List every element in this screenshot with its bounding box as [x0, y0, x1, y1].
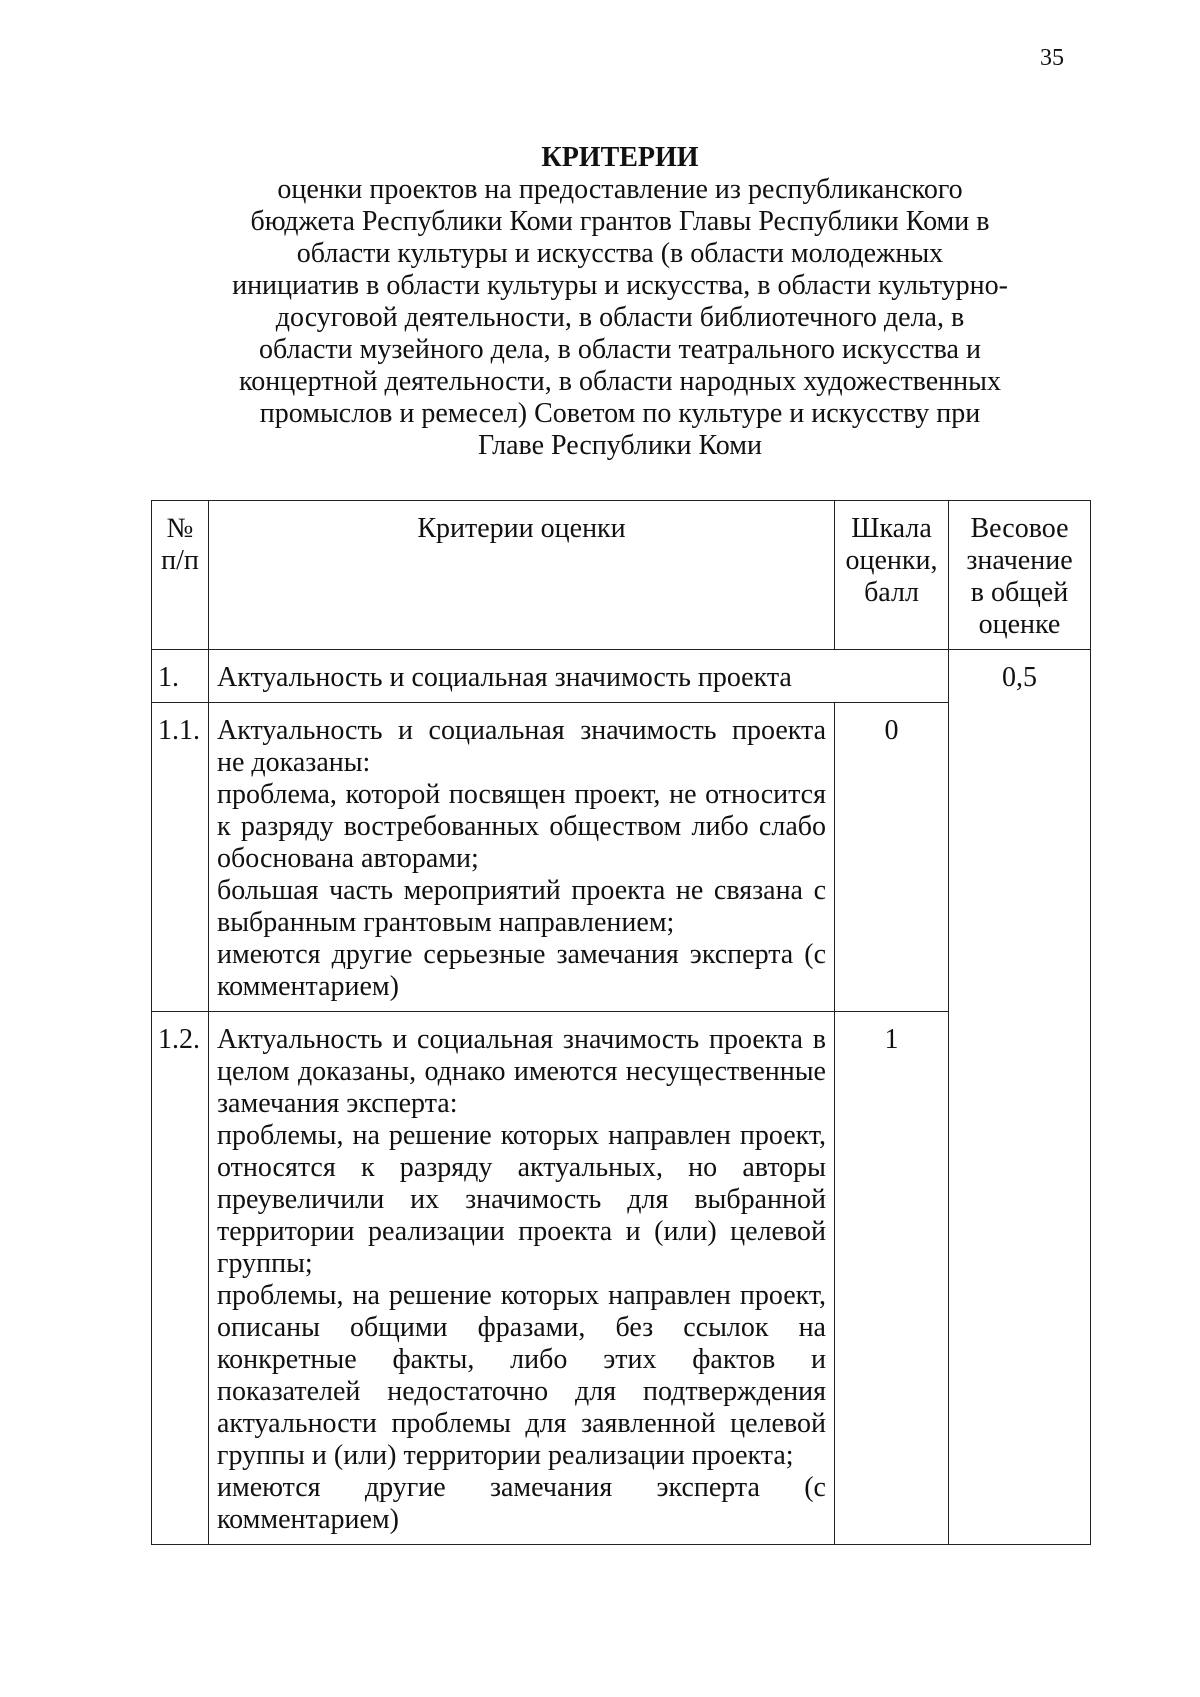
criteria-paragraph: имеются другие замечания эксперта (с комментарием) [217, 1472, 826, 1535]
header-criteria: Критерии оценки [209, 501, 835, 650]
section-row [152, 650, 1091, 703]
section-weight: 0,5 [949, 650, 1091, 1545]
criteria-table [151, 500, 1091, 1545]
row-num: 1.2. [152, 1012, 209, 1545]
row-criteria [209, 703, 835, 1012]
criteria-paragraph: проблемы, на решение которых направлен проект, относятся к разряду актуальных, но авторы преувеличили их значимость для выбранной территории реализации проекта и (или) целевой группы; [217, 1120, 826, 1279]
row-scale: 1 [835, 1012, 949, 1545]
criteria-paragraph: Актуальность и социальная значимость проекта не доказаны: [217, 715, 826, 778]
header-num: № п/п [152, 501, 209, 650]
section-criteria: Актуальность и социальная значимость проекта [209, 650, 949, 703]
row-criteria [209, 1012, 835, 1545]
table-header-row [152, 501, 1091, 650]
criteria-paragraph: проблема, которой посвящен проект, не относится к разряду востребованных обществом либо слабо обоснована авторами; [217, 779, 826, 874]
section-num: 1. [152, 650, 209, 703]
criteria-paragraph: имеются другие серьезные замечания эксперта (с комментарием) [217, 939, 826, 1002]
document-title [230, 142, 1010, 462]
row-scale: 0 [835, 703, 949, 1012]
criteria-paragraph: проблемы, на решение которых направлен проект, описаны общими фразами, без ссылок на конкретные факты, либо этих фактов и показателей недостаточно для подтверждения актуальности проблемы для заявленной целевой группы и (или) территории реализации проекта; [217, 1280, 826, 1471]
row-num: 1.1. [152, 703, 209, 1012]
criteria-paragraph: Актуальность и социальная значимость проекта в целом доказаны, однако имеются несущественные замечания эксперта: [217, 1024, 826, 1119]
criteria-paragraph: большая часть мероприятий проекта не связана с выбранным грантовым направлением; [217, 875, 826, 938]
title-subtitle: оценки проектов на предоставление из республиканского бюджета Республики Коми грантов Главы Республики Коми в области культуры и искусства (в области молодежных инициатив в области культуры и искусства, в области культурно-досуговой деятельности, в области библиотечного дела, в области музейного дела, в области театрального искусства и концертной деятельности, в области народных художественных промыслов и ремесел) Советом по культуре и искусству при Главе Республики Коми [232, 174, 1008, 461]
title-heading: КРИТЕРИИ [541, 142, 699, 173]
header-weight: Весовое значение в общей оценке [949, 501, 1091, 650]
header-scale: Шкала оценки, балл [835, 501, 949, 650]
page-number: 35 [1040, 45, 1064, 71]
